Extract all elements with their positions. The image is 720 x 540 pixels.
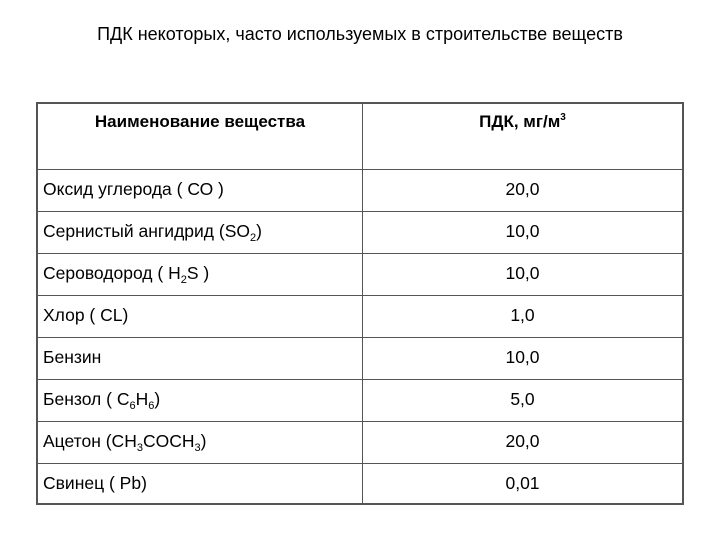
mpc-value: 10,0 <box>505 347 540 367</box>
substance-name: Хлор ( CL) <box>43 305 129 325</box>
mpc-value: 10,0 <box>505 263 540 283</box>
header-mpc-value <box>363 112 682 132</box>
mpc-value: 10,0 <box>505 221 540 241</box>
table-row <box>38 379 682 421</box>
table-row <box>38 463 682 505</box>
mpc-value: 20,0 <box>505 179 540 199</box>
table-row <box>38 295 682 337</box>
substance-name: Свинец ( Pb) <box>43 473 147 493</box>
substance-name: Бензин <box>43 347 102 367</box>
table-row <box>38 211 682 253</box>
substance-name: Сернистый ангидрид $(SO_2)$ <box>43 221 262 244</box>
mpc-value: 5,0 <box>510 389 535 409</box>
mpc-table <box>36 102 684 505</box>
header-mpc-unit-exponent: 3 <box>560 112 566 123</box>
table-row <box>38 337 682 379</box>
header-substance-name: Наименование вещества <box>94 112 306 131</box>
mpc-value: 0,01 <box>505 473 540 493</box>
table-row <box>38 169 682 211</box>
substance-name: Оксид углерода ( СО ) <box>43 179 224 199</box>
substance-name: Сероводород ( $H_2S$ ) <box>43 263 210 286</box>
substance-name: Бензол ( $C_6H_6$) <box>43 389 161 412</box>
mpc-value: 20,0 <box>505 431 540 451</box>
substance-name: Ацетон $(CH_3COCH_3)$ <box>43 431 207 454</box>
table-row <box>38 421 682 463</box>
page-title: ПДК некоторых, часто используемых в строительстве веществ <box>97 24 623 44</box>
mpc-value: 1,0 <box>510 305 535 325</box>
table-row <box>38 253 682 295</box>
header-mpc-label: ПДК, мг/м <box>479 112 561 131</box>
table-header-row <box>38 104 682 169</box>
